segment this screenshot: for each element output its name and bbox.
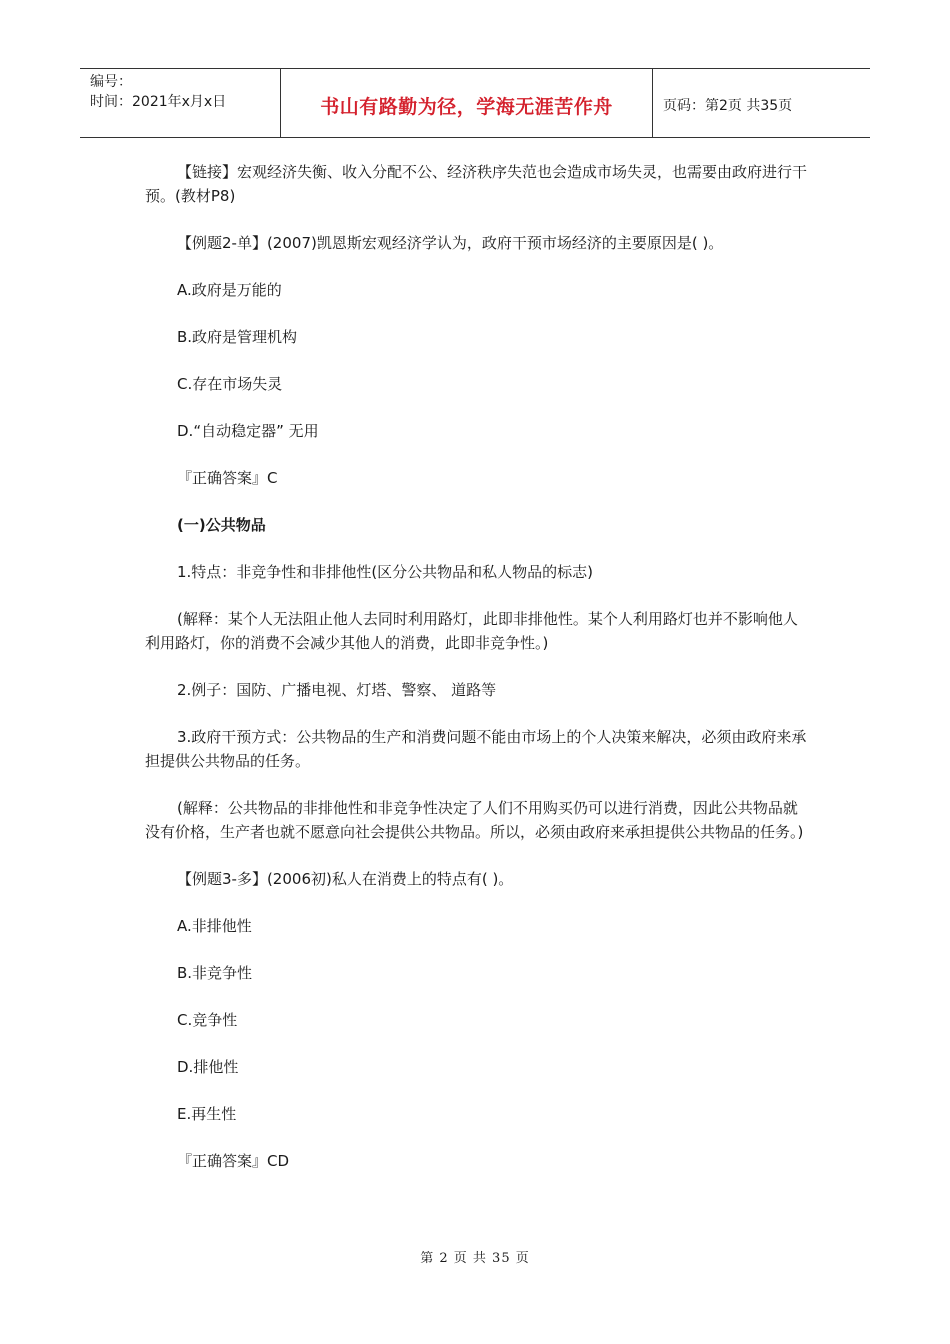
- example2-answer: 『正确答案』C: [177, 469, 278, 487]
- header-meta: [80, 69, 281, 137]
- header-motto: 书山有路勤为径，学海无涯苦作舟: [281, 69, 653, 137]
- header-page-info: 页码：第2页 共35页: [663, 98, 793, 114]
- time-label: 时间：2021年x月x日: [90, 94, 227, 110]
- document-body: [145, 160, 810, 1173]
- example3-option-a: A.非排他性: [177, 917, 252, 935]
- document-header: [80, 68, 870, 138]
- page-footer: 第 2 页 共 35 页: [420, 1251, 530, 1266]
- number-label: 编号：: [90, 74, 132, 90]
- point-3: 3.政府干预方式：公共物品的生产和消费问题不能由市场上的个人决策来解决，必须由政府来承担提供公共物品的任务。: [145, 728, 807, 770]
- example2-option-d: D.“自动稳定器” 无用: [177, 422, 319, 440]
- example3-answer: 『正确答案』CD: [177, 1152, 290, 1170]
- link-note: 【链接】宏观经济失衡、收入分配不公、经济秩序失范也会造成市场失灵，也需要由政府进行干预。(教材P8): [145, 163, 808, 205]
- example2-option-a: A.政府是万能的: [177, 281, 282, 299]
- example3-option-e: E.再生性: [177, 1105, 237, 1123]
- explanation-3: (解释：公共物品的非排他性和非竞争性决定了人们不用购买仍可以进行消费，因此公共物品就没有价格，生产者也就不愿意向社会提供公共物品。所以，必须由政府来承担提供公共物品的任务。): [145, 799, 804, 841]
- section-title: (一)公共物品: [177, 516, 266, 534]
- example3-question: 【例题3-多】(2006初)私人在消费上的特点有( )。: [177, 870, 514, 888]
- point-1: 1.特点：非竞争性和非排他性(区分公共物品和私人物品的标志): [177, 563, 594, 581]
- example2-option-c: C.存在市场失灵: [177, 375, 283, 393]
- example3-option-d: D.排他性: [177, 1058, 239, 1076]
- explanation-1: (解释：某个人无法阻止他人去同时利用路灯，此即非排他性。某个人利用路灯也并不影响他人利用路灯，你的消费不会减少其他人的消费，此即非竞争性。): [145, 610, 798, 652]
- example2-question: 【例题2-单】(2007)凯恩斯宏观经济学认为，政府干预市场经济的主要原因是( )。: [177, 234, 724, 252]
- example2-option-b: B.政府是管理机构: [177, 328, 298, 346]
- example3-option-b: B.非竞争性: [177, 964, 253, 982]
- example3-option-c: C.竞争性: [177, 1011, 238, 1029]
- point-2: 2.例子：国防、广播电视、灯塔、警察、 道路等: [177, 681, 497, 699]
